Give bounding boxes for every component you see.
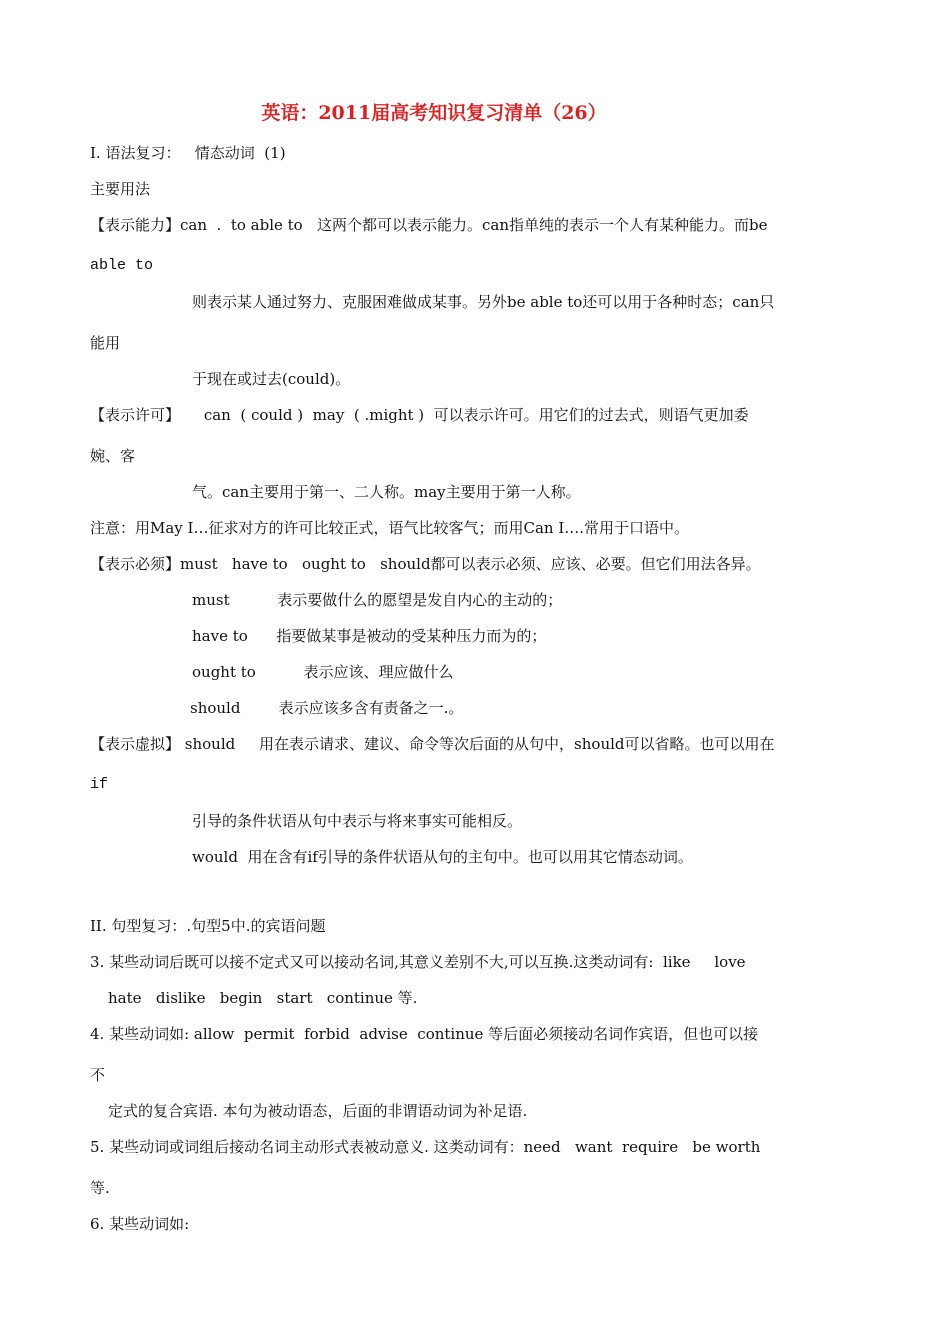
section-1-heading: I. 语法复习： 情态动词 (1) — [90, 144, 286, 162]
item-4-line-1: 4. 某些动词如: allow permit forbid advise continue 等后面必须接动名词作宾语，但也可以接 — [90, 1025, 759, 1043]
ability-line-1: 【表示能力】can . to able to 这两个都可以表示能力。can指单纯的表示一个人有某种能力。而be — [90, 216, 768, 234]
note-line: 注意：用May I…征求对方的许可比较正式，语气比较客气；而用Can I….常用于口语中。 — [90, 519, 690, 537]
ability-line-5: 于现在或过去(could)。 — [192, 370, 351, 388]
item-4-line-3: 定式的复合宾语. 本句为被动语态，后面的非谓语动词为补足语. — [108, 1102, 528, 1120]
permission-line-2: 婉、客 — [90, 447, 136, 465]
necessity-should: should 表示应该多含有责备之一.。 — [190, 699, 464, 717]
subjunctive-line-3: 引导的条件状语从句中表示与将来事实可能相反。 — [192, 812, 523, 830]
document-title: 英语：2011届高考知识复习清单（26） — [261, 102, 607, 124]
ability-line-3: 则表示某人通过努力、克服困难做成某事。另外be able to还可以用于各种时态；can只 — [192, 293, 775, 311]
item-3-line-1: 3. 某些动词后既可以接不定式又可以接动名词,其意义差别不大,可以互换.这类动词有: like love — [90, 953, 746, 971]
ability-line-4: 能用 — [90, 334, 121, 352]
necessity-ought-to: ought to 表示应该、理应做什么 — [192, 663, 454, 681]
item-5-line-2: 等. — [90, 1179, 110, 1197]
permission-line-1: 【表示许可】 can ( could ) may ( .might ) 可以表示许可。用它们的过去式，则语气更加委 — [90, 406, 749, 424]
subjunctive-line-1: 【表示虚拟】 should 用在表示请求、建议、命令等次后面的从句中，should可以省略。也可以用在 — [90, 735, 775, 753]
item-6-line-1: 6. 某些动词如: — [90, 1215, 190, 1233]
necessity-have-to: have to 指要做某事是被动的受某种压力而为的； — [192, 627, 547, 645]
section-1-subheading: 主要用法 — [90, 180, 151, 198]
subjunctive-line-4: would 用在含有if引导的条件状语从句的主句中。也可以用其它情态动词。 — [192, 848, 693, 866]
ability-line-2: able to — [90, 257, 154, 274]
necessity-must: must 表示要做什么的愿望是发自内心的主动的； — [192, 591, 563, 609]
permission-line-3: 气。can主要用于第一、二人称。may主要用于第一人称。 — [192, 483, 581, 501]
item-4-line-2: 不 — [90, 1066, 106, 1084]
necessity-line-1: 【表示必须】must have to ought to should都可以表示必须、应该、必要。但它们用法各异。 — [90, 555, 761, 573]
section-2-heading: II. 句型复习：.句型5中.的宾语问题 — [90, 917, 326, 935]
item-5-line-1: 5. 某些动词或词组后接动名词主动形式表被动意义. 这类动词有：need want require be worth — [90, 1138, 761, 1156]
item-3-line-2: hate dislike begin start continue 等. — [108, 989, 418, 1007]
subjunctive-line-2: if — [90, 776, 109, 793]
